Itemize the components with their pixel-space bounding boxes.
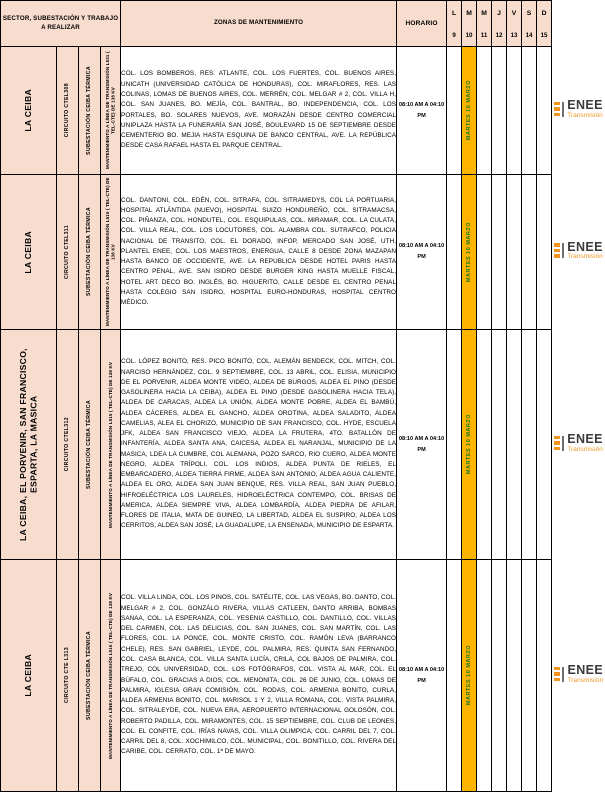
day-cell-martes-active [462,47,477,175]
day-cell-viernes [507,560,522,792]
table-header [1,1,605,47]
row-circuito-cell [57,175,79,330]
enee-subtitle: Transmisión [567,111,603,119]
row-subestacion-cell [79,330,101,560]
table-row [1,560,605,792]
day-number-13: 13 [510,32,518,40]
trabajo-label: MANTENIMIENTO A LÍNEA DE TRANSMISIÓN L515 ( TEL-CTE) DE 138 KV [107,361,113,528]
header-day-martes [462,1,477,47]
day-cell-viernes [507,330,522,560]
enee-mark-icon [554,243,560,258]
day-letter-jueves: J [497,9,501,17]
enee-logo-cell [552,560,605,792]
horario-value: 08:10 AM A 04:10 PM [397,560,447,792]
row-subestacion-cell [79,47,101,175]
row-trabajo-cell [101,175,121,330]
day-cell-sabado [522,47,537,175]
day-cell-domingo [537,560,552,792]
subestacion-label: SUBESTACIÓN CEIBA TÉRMICA [86,630,93,720]
header-day-jueves [492,1,507,47]
active-day-label: MARTES 10 MARZO [465,645,472,706]
sector-label: LA CEIBA [23,230,34,274]
enee-logo [554,241,603,261]
day-number-14: 14 [525,32,533,40]
enee-mark-icon [554,436,560,451]
enee-logo-cell [552,330,605,560]
row-sector-cell [1,560,57,792]
day-cell-jueves [492,175,507,330]
enee-logo [554,433,603,453]
sector-label: LA CEIBA, EL PORVENIR, SAN FRANCISCO, ESPARTA, LA MASICA [17,348,39,541]
header-day-viernes [507,1,522,47]
day-letter-domingo: D [541,9,547,17]
day-cell-lunes [447,560,462,792]
zonas-mantenimiento-text: COL. DANTONI, COL. EDÉN, COL. SITRAFA, COL. SITRAMEDYS, COL LA PORTUARIA, HOSPITAL ATLÁNTIDA (NUEVO), HOSPITAL SUIZO HONDUREÑO, COL. SITRAMACSA, COL. PIÑANZA, COL. HONDUTEL, COL. ESQUIPULAS, COL. MIRAMAR, COL. LA CULATA, COL. VILLA REAL, COL. LOS LOCUTORES, COL. ALAMBRA COL. SUTRAFCO, POLICIA NACIONAL DE TRANSITO, COL. EL DORADO, INFOP, MERCADO SAN JOSÉ, UTH, PLANTEL ENEE, COL. LOS MAESTROS, ENERGUA, CALLE 8 DESDE ZONA MAZAPAN HASTA BANCO DE OCCIDENTE, AVE. LA REPUBLICA DESDE HOTEL PARIS HASTA CENTRO PENAL, AVE. SAN ISIDRO DESDE BURGER KING HASTA MUELLE FISCAL, HOTEL ART DECO BO. INGLÉS, BO. HIGUERITO, CALLE DESDE EL CENTRO PENAL HASTA COLEGIO SAN ISIDRO, HOSPITAL EURO-HONDURAS, HOSPITAL CENTRO MÉDICO. [121,175,397,330]
day-number-10: 10 [465,32,473,40]
day-number-12: 12 [495,32,503,40]
header-sector-subestacion-trabajo: SECTOR, SUBESTACIÓN Y TRABAJO A REALIZAR [1,1,121,47]
enee-wordmark: ENEE [567,239,603,254]
day-cell-jueves [492,47,507,175]
enee-logo-cell [552,175,605,330]
active-day-label: MARTES 10 MARZO [465,80,472,141]
day-number-15: 15 [540,32,548,40]
day-letter-martes: M [466,9,472,17]
day-cell-lunes [447,175,462,330]
circuito-label: CIRCUITO CTEL308 [64,83,71,138]
zonas-mantenimiento-text: COL. VILLA LINDA, COL. LOS PINOS, COL. SATÉLITE, COL. LAS VEGAS, BO. DANTO, COL. MELGAR # 2, COL. GONZÁLO RIVERA, VILLAS CATLEEN, DANTO ARRIBA, BOMBAS SANAA, COL. LA ESPERANZA, COL. YESENIA CASTILLO, COL. DANTILLO, COL. VILLAS DEL CARMEN, COL. LAS DELICIAS, COL. SAN JUANES, COL. SAN MARTÍN, COL. LAS FLORES, COL. LA PONCE, COL. MONTE CRISTO, COL. RAMÓN LEVA (BARRANCO CHELE), RES. SAN GABRIEL, LEYDE, COL. PALMIRA, RES. QUINTA SAN FERNANDO, COL. CASA BLANCA, COL. VILLA SANTA LUCÍA, CRILA, COL BAJOS DE PALMIRA, COL. TREJO, COL UNIVERSIDAD, COL. LOS FOTÓGRAFOS, COL. VISTA AL MAR, COL. EL BÚFALO, COL. GRACIAS A DIOS, COL. MENONITA, COL. 26 DE JUNIO, COL. LOMAS DE PALMIRA, IGLESIA GRAN COMISIÓN, COL. RODAS, COL. ARMENIA BONITO, CURLA, ALDEA ARMENIA BONITO, COL. MARISOL 1 Y 2, VILLA ROMANA, COL. VISTA PALMIRA, COL. SITRALEYDE, COL. NUEVA ERA, AEROPUERTO INTERNACIONAL GOLOSÓN, COL. ROBERTO PADILLA, COL. MIRAMONTES, COL. 15 SEPTIEMBRE, COL. CLUB DE LEONES, COL. EL CONFITE, COL. IRÍAS NAVAS, COL. VILLA OLIMPICA, COL. CARRIL DEL 7, COL. CARRIL DEL 8, COL. XOCHIMILCO, COL. MUNICIPAL, COL. BONITILLO, COL. RIVERA DEL CARIBE, COL. CERRATO, COL. 1ª DE MAYO. [121,560,397,792]
row-subestacion-cell [79,560,101,792]
zonas-mantenimiento-text: COL. LÓPEZ BONITO, RES. PICO BONITO, COL. ALEMÁN BENDECK, COL. MITCH, COL. NARCISO HERNÁNDEZ, COL. 9 SEPTIEMBRE, COL. 13 ABRIL, COL. ELISIA, MUNICIPIO DE EL PORVENIR, ALDEA MONTE VIDEO, ALDEA DE BURGOS, ALDEA EL PINO (DESDE GASOLINERA HACIA LA CEIBA), ALDEA EL PINO (DESDE GASOLINERA HACIA TELA), ALDEA DE CARACAS, ALDEA LA UNIÓN, ALDEA MONTE POBRE, ALDEA EL BAMBÚ, ALDEA CÁCERES, ALDEA EL GANCHO, ALDEA OROTINA, ALDEA SALADITO, ALDEA CAMELIAS, ALEA EL CHORIZO, MUNICIPIO DE SAN FRANCISCO, COL. HYDE, ESCUELA JFK, ALDEA SAN FRANCISCO VIEJO, ALDEA LA FRUTERA, 4TO. BATALLÓN DE INFANTERÍA, ALDEA SANTA ANA, CAICESA, ALDEA EL NARANJAL, MUNICIPIO DE LA MASICA, LDEA LA CUMBRE, COL ALEMANA, POZO SARCO, RIO CUERO, ALDEA MONTE NEGRO, ALDEA TRÍPOLI, COL. LOS INDIOS, ALDEA PUNTA DE RIELES, EL EMBARCADERO, ALDEA TIERRA FIRME, ALDEA SAN ANTONIO, ALDEA AGUA CALIENTE, ALDEA EL ORO, ALDEA SAN JUAN BENQUE, RES. VILLA REAL, SAN JUAN PUEBLO, HIFROELÉCTRICA LOS LAURELES, HIDROELÉCTRICA CONTEMPO, COL. BRISAS DE AMERICA, ALDEA SIEMPRE VIVA, ALDEA LOMBARDÍA, ALDEA PIEDRA DE AFILAR, FLORES DE ITALIA, MATA DE GUINEO, LA LIBERTAD, ALDEA EL SUSPIRO, ALDEA LOS CERRITOS, ALDEA SAN JOSÉ, LA GUADALUPE, LA ENSENADA, MUNICIPIO DE ESPARTA. [121,330,397,560]
day-cell-miercoles [477,560,492,792]
day-cell-jueves [492,330,507,560]
row-circuito-cell [57,560,79,792]
day-cell-domingo [537,47,552,175]
header-horario: HORARIO [397,1,447,47]
day-cell-lunes [447,47,462,175]
day-cell-jueves [492,560,507,792]
row-sector-cell [1,175,57,330]
table-body [1,47,605,792]
enee-logo [554,664,603,684]
sector-label: LA CEIBA [23,654,34,697]
active-day-label: MARTES 10 MARZO [465,414,472,475]
enee-wordmark: ENEE [567,663,604,678]
subestacion-label: SUBESTACIÓN CEIBA TÉRMICA [86,207,93,297]
row-circuito-cell [57,47,79,175]
enee-bar-icon [562,436,564,451]
day-cell-sabado [522,330,537,560]
circuito-label: CIRCUITO CTEL311 [64,225,71,279]
subestacion-label: SUBESTACIÓN CEIBA TÉRMICA [86,399,93,489]
day-cell-martes-active [462,175,477,330]
trabajo-label: MANTENIMIENTO A LÍNEA DE TRANSMISIÓN L515 ( TEL-CTE) DE 138 KV [104,177,116,327]
table-row [1,47,605,175]
enee-mark-icon [554,667,560,682]
header-day-miercoles [477,1,492,47]
day-letter-sabado: S [526,9,532,17]
active-day-label: MARTES 10 MARZO [465,221,472,283]
day-letter-viernes: V [511,9,517,17]
row-subestacion-cell [79,175,101,330]
day-cell-viernes [507,175,522,330]
horario-value: 08:10 AM A 04:10 PM [397,330,447,560]
enee-bar-icon [562,102,564,117]
enee-bar-icon [562,243,564,258]
enee-bar-icon [562,667,564,682]
header-row [1,1,605,47]
enee-logo-cell [552,47,605,175]
enee-subtitle: Transmisión [567,253,603,261]
day-letter-miercoles: M [481,9,487,17]
day-cell-domingo [537,330,552,560]
header-day-domingo [537,1,552,47]
header-day-sabado [522,1,537,47]
header-zonas-mantenimiento: ZONAS DE MANTENIMIENTO [121,1,397,47]
enee-mark-icon [554,102,560,117]
day-cell-martes-active [462,560,477,792]
day-cell-miercoles [477,47,492,175]
row-sector-cell [1,330,57,560]
day-cell-lunes [447,330,462,560]
day-number-11: 11 [480,32,488,40]
day-number-9: 9 [452,32,456,40]
enee-subtitle: Transmisión [567,676,604,684]
table-row [1,175,605,330]
enee-subtitle: Transmisión [567,445,603,453]
row-trabajo-cell [101,560,121,792]
circuito-label: CIRCUITO CTE L313 [64,647,71,704]
day-cell-miercoles [477,330,492,560]
day-cell-sabado [522,560,537,792]
day-cell-miercoles [477,175,492,330]
circuito-label: CIRCUITO CTEL312 [64,417,71,472]
day-cell-martes-active [462,330,477,560]
horario-value: 08:10 AM A 04:10 PM [397,47,447,175]
enee-wordmark: ENEE [567,432,603,447]
row-trabajo-cell [101,47,121,175]
row-trabajo-cell [101,330,121,560]
day-letter-lunes: L [451,9,457,17]
header-logo-spacer [552,1,605,47]
row-circuito-cell [57,330,79,560]
subestacion-label: SUBESTACIÓN CEIBA TÉRMICA [86,65,93,155]
trabajo-label: MANTENIMIENTO A LÍNEA DE TRANSMISIÓN L516 ( TEL-CTE) DE 138 KV [107,592,113,759]
trabajo-label: MANTENIMIENTO A LÍNEA DE TRANSMISIÓN L531 ( TEL-CTE) DE 138 KV [104,51,116,170]
zonas-mantenimiento-text: COL. LOS BOMBEROS, RES. ATLANTE, COL. LOS FUERTES, COL. BUENOS AIRES, UNICATH (UNIVERSIDAD CATÓLICA DE HONDURAS), COL. MIRAFLORES, RES. LAS COLINAS, LOMAS DE BUENOS AIRES, COL. MERRÉN, COL. MELGAR # 2, COL. VILLA H, COL. SAN JUANES, BO. MEJÍA, COL. BANTRAL, BO. INDEPENDENCIA, COL. LOS PORTALES, BO. SOLARES NUEVOS, AVE. MORAZÁN DESDE CENTRO COMERCIAL UNIPLAZA HASTA LA FUNERARÍA SAN JOSÉ, BOULEVARD 15 DE SEPTIEMBRE DESDE CEMENTERIO BO. MEJIA HASTA ESQUINA DE BANCO CENTRAL, AVE. LA REPÚBLICA DESDE CASA RAFAEL HASTA EL PARQUE CENTRAL. [121,47,397,175]
header-day-lunes [447,1,462,47]
enee-logo [554,99,603,119]
day-cell-domingo [537,175,552,330]
table-row [1,330,605,560]
day-cell-sabado [522,175,537,330]
horario-value: 08:10 AM A 04:10 PM [397,175,447,330]
sector-label: LA CEIBA [23,89,34,132]
row-sector-cell [1,47,57,175]
enee-wordmark: ENEE [567,98,603,113]
day-cell-viernes [507,47,522,175]
